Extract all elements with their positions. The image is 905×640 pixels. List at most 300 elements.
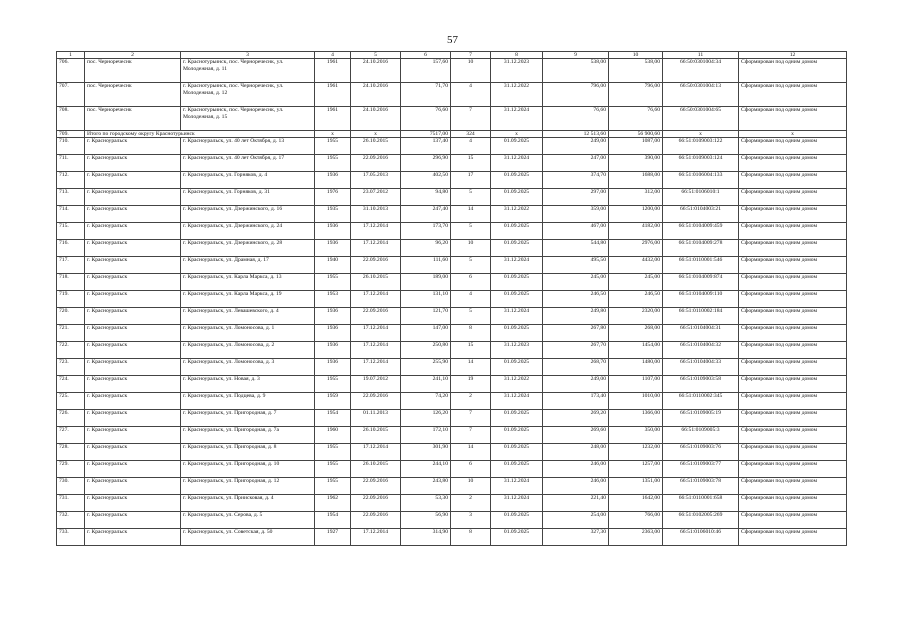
cell-row-number: 719. <box>57 291 85 308</box>
table-row <box>57 257 847 274</box>
cell-relocation-date: 31.12.2024 <box>491 155 543 172</box>
cell-survey-date: 22.09.2016 <box>351 155 401 172</box>
cell-row-number: 714. <box>57 206 85 223</box>
cell-relocation-date: 01.09.2025 <box>491 291 543 308</box>
cell-year-built: 1936 <box>315 223 351 240</box>
cell-year-built: 1976 <box>315 189 351 206</box>
cell-area-relocated: 467,00 <box>543 223 609 240</box>
cell-residents: 5 <box>451 189 491 206</box>
table-row <box>57 427 847 444</box>
cell-address: г. Красноуральск, ул. 40 лет Октября, д. 17 <box>181 155 315 172</box>
cell-year-built: 1955 <box>315 376 351 393</box>
cell-cadastral-number: 66:50:0301004:65 <box>663 107 739 131</box>
cell-area-total: 2976,00 <box>609 240 663 257</box>
cell-area: 314,90 <box>401 529 451 546</box>
cell-row-number: 720. <box>57 308 85 325</box>
cell-survey-date: 17.12.2014 <box>351 359 401 376</box>
cell-area-total: 4432,00 <box>609 257 663 274</box>
cell-survey-date: 17.05.2013 <box>351 172 401 189</box>
table-row <box>57 495 847 512</box>
cell-year-built: 1936 <box>315 240 351 257</box>
cell-area-relocated: 248,00 <box>543 444 609 461</box>
cell-residents: 14 <box>451 444 491 461</box>
cell-area-relocated: 269,60 <box>543 427 609 444</box>
cell-address: г. Красноуральск, ул. Пригородная, д. 10 <box>181 461 315 478</box>
cell-row-number: 727. <box>57 427 85 444</box>
cell-residents: 4 <box>451 138 491 155</box>
header-cell: 3 <box>181 52 315 59</box>
cell-area: 121,70 <box>401 308 451 325</box>
cell-land-status: Сформирован под одним домом <box>739 83 847 107</box>
cell-area-total: 390,00 <box>609 155 663 172</box>
cell-row-number: 722. <box>57 342 85 359</box>
cell-address: г. Красноуральск, ул. Драмная, д. 17 <box>181 257 315 274</box>
cell-row-number: 708. <box>57 107 85 131</box>
cell-relocation-date: 31.12.2024 <box>491 308 543 325</box>
cell-address: г. Красноуральск, ул. Левашевского, д. 4 <box>181 308 315 325</box>
cell-relocation-date: 31.12.2024 <box>491 495 543 512</box>
cell-row-number: 730. <box>57 478 85 495</box>
header-cell: 4 <box>315 52 351 59</box>
cell-survey-date: 26.10.2015 <box>351 274 401 291</box>
cell-settlement: Итого по городскому округу Краснотурьинск <box>85 131 315 138</box>
cell-residents: 324 <box>451 131 491 138</box>
cell-year-built: 1954 <box>315 410 351 427</box>
cell-survey-date: 22.09.2016 <box>351 478 401 495</box>
cell-area-relocated: 249,00 <box>543 376 609 393</box>
cell-settlement: г. Красноуральск <box>85 393 181 410</box>
cell-area: 126,20 <box>401 410 451 427</box>
cell-settlement: пос. Черноречеснк <box>85 59 181 83</box>
cell-relocation-date: 01.09.2025 <box>491 410 543 427</box>
cell-area-total: 56 900,60 <box>609 131 663 138</box>
cell-relocation-date: 31.12.2023 <box>491 342 543 359</box>
cell-year-built: 1955 <box>315 444 351 461</box>
cell-land-status: Сформирован под одним домом <box>739 427 847 444</box>
cell-cadastral-number: 66:51:0104009:459 <box>663 223 739 240</box>
cell-settlement: г. Красноуральск <box>85 478 181 495</box>
cell-land-status: Сформирован под одним домом <box>739 478 847 495</box>
cell-survey-date: 19.07.2012 <box>351 376 401 393</box>
cell-settlement: г. Красноуральск <box>85 223 181 240</box>
cell-area: 94,80 <box>401 189 451 206</box>
cell-row-number: 712. <box>57 172 85 189</box>
cell-area-total: 2320,00 <box>609 308 663 325</box>
cell-area-total: 4182,00 <box>609 223 663 240</box>
cell-cadastral-number: 66:51:0109003:78 <box>663 478 739 495</box>
cell-address: г. Красноуральск, ул. Ломоносова, д. 1 <box>181 325 315 342</box>
cell-row-number: 723. <box>57 359 85 376</box>
cell-year-built: 1955 <box>315 478 351 495</box>
cell-cadastral-number: 66:51:0109005:3 <box>663 427 739 444</box>
cell-area-total: 76,60 <box>609 107 663 131</box>
cell-land-status: Сформирован под одним домом <box>739 172 847 189</box>
cell-area-total: 1087,00 <box>609 138 663 155</box>
cell-area: 241,10 <box>401 376 451 393</box>
cell-survey-date: 22.09.2016 <box>351 393 401 410</box>
cell-area: 244,10 <box>401 461 451 478</box>
cell-residents: 15 <box>451 155 491 172</box>
cell-residents: 10 <box>451 59 491 83</box>
cell-row-number: 718. <box>57 274 85 291</box>
cell-relocation-date: 31.12.2023 <box>491 59 543 83</box>
cell-row-number: 732. <box>57 512 85 529</box>
cell-land-status: х <box>739 131 847 138</box>
cell-address: г. Краснотурьинск, пос. Черноречеснк, ул. Молодежная, д. 15 <box>181 107 315 131</box>
cell-address: г. Красноуральск, ул. Ломоносова, д. 2 <box>181 342 315 359</box>
header-cell: 9 <box>543 52 609 59</box>
table-header-row <box>57 52 847 59</box>
cell-settlement: г. Красноуральск <box>85 155 181 172</box>
cell-area-total: 245,00 <box>609 274 663 291</box>
cell-residents: 14 <box>451 206 491 223</box>
cell-row-number: 726. <box>57 410 85 427</box>
cell-residents: 3 <box>451 512 491 529</box>
table-row <box>57 410 847 427</box>
cell-area: 296,90 <box>401 155 451 172</box>
table-row <box>57 393 847 410</box>
cell-address: г. Красноуральск, ул. Дзержинского, д. 16 <box>181 206 315 223</box>
cell-address: г. Красноуральск, ул. Подцева, д. 9 <box>181 393 315 410</box>
table-row <box>57 59 847 83</box>
table-row <box>57 342 847 359</box>
cell-land-status: Сформирован под одним домом <box>739 461 847 478</box>
cell-row-number: 717. <box>57 257 85 274</box>
cell-area-relocated: 269,20 <box>543 410 609 427</box>
cell-land-status: Сформирован под одним домом <box>739 240 847 257</box>
cell-address: г. Красноуральск, ул. Карла Маркса, д. 13 <box>181 274 315 291</box>
cell-land-status: Сформирован под одним домом <box>739 223 847 240</box>
cell-relocation-date: 01.09.2025 <box>491 172 543 189</box>
table-row <box>57 308 847 325</box>
table-row <box>57 461 847 478</box>
cell-address: г. Красноуральск, ул. Пригородная, д. 12 <box>181 478 315 495</box>
cell-area: 74,20 <box>401 393 451 410</box>
cell-survey-date: 17.12.2014 <box>351 223 401 240</box>
cell-area: 137,40 <box>401 138 451 155</box>
cell-cadastral-number: 66:51:0104009:110 <box>663 291 739 308</box>
cell-year-built: 1961 <box>315 107 351 131</box>
cell-relocation-date: 31.12.2022 <box>491 206 543 223</box>
cell-area-total: 1351,00 <box>609 478 663 495</box>
cell-year-built: 1955 <box>315 138 351 155</box>
cell-land-status: Сформирован под одним домом <box>739 342 847 359</box>
cell-residents: 5 <box>451 223 491 240</box>
cell-residents: 5 <box>451 308 491 325</box>
cell-year-built: 1936 <box>315 359 351 376</box>
cell-land-status: Сформирован под одним домом <box>739 138 847 155</box>
cell-year-built: 1961 <box>315 59 351 83</box>
cell-survey-date: 24.10.2016 <box>351 59 401 83</box>
cell-survey-date: 22.09.2016 <box>351 308 401 325</box>
table-row <box>57 529 847 546</box>
cell-year-built: х <box>315 131 351 138</box>
cell-area-total: 246,50 <box>609 291 663 308</box>
cell-cadastral-number: 66:51:0106010:46 <box>663 529 739 546</box>
cell-residents: 10 <box>451 478 491 495</box>
cell-area: 243,80 <box>401 478 451 495</box>
cell-settlement: г. Красноуральск <box>85 512 181 529</box>
cell-year-built: 1960 <box>315 427 351 444</box>
cell-land-status: Сформирован под одним домом <box>739 206 847 223</box>
cell-cadastral-number: 66:51:0104003:21 <box>663 206 739 223</box>
cell-land-status: Сформирован под одним домом <box>739 495 847 512</box>
cell-relocation-date: 01.09.2025 <box>491 274 543 291</box>
cell-area: 96,20 <box>401 240 451 257</box>
cell-area-relocated: 254,00 <box>543 512 609 529</box>
cell-area-relocated: 267,80 <box>543 325 609 342</box>
cell-area-total: 1688,00 <box>609 172 663 189</box>
table-row <box>57 138 847 155</box>
cell-cadastral-number: 66:51:0110002:345 <box>663 393 739 410</box>
cell-address: г. Красноуральск, ул. Ломоносова, д. 3 <box>181 359 315 376</box>
cell-area-total: 1642,00 <box>609 495 663 512</box>
table-total-row <box>57 131 847 138</box>
cell-row-number: 728. <box>57 444 85 461</box>
table-row <box>57 107 847 131</box>
cell-settlement: г. Красноуральск <box>85 291 181 308</box>
cell-settlement: г. Красноуральск <box>85 138 181 155</box>
cell-residents: 2 <box>451 393 491 410</box>
cell-survey-date: 26.10.2015 <box>351 461 401 478</box>
cell-address: г. Красноуральск, ул. Горняков, д. 4 <box>181 172 315 189</box>
cell-area: 157,60 <box>401 59 451 83</box>
cell-row-number: 721. <box>57 325 85 342</box>
cell-land-status: Сформирован под одним домом <box>739 512 847 529</box>
cell-area-total: 1107,00 <box>609 376 663 393</box>
cell-area-total: 1010,00 <box>609 393 663 410</box>
cell-residents: 15 <box>451 342 491 359</box>
table-row <box>57 155 847 172</box>
cell-year-built: 1953 <box>315 291 351 308</box>
cell-survey-date: 17.12.2014 <box>351 240 401 257</box>
cell-land-status: Сформирован под одним домом <box>739 393 847 410</box>
cell-year-built: 1959 <box>315 393 351 410</box>
cell-address: г. Красноуральск, ул. Приисковая, д. 4 <box>181 495 315 512</box>
cell-area: 255,90 <box>401 359 451 376</box>
cell-relocation-date: х <box>491 131 543 138</box>
cell-residents: 2 <box>451 495 491 512</box>
cell-relocation-date: 01.09.2025 <box>491 223 543 240</box>
header-cell: 11 <box>663 52 739 59</box>
cell-survey-date: 22.09.2016 <box>351 512 401 529</box>
cell-relocation-date: 01.09.2025 <box>491 325 543 342</box>
cell-area: 111,60 <box>401 257 451 274</box>
cell-land-status: Сформирован под одним домом <box>739 107 847 131</box>
cell-area-relocated: 267,70 <box>543 342 609 359</box>
cell-survey-date: 22.09.2016 <box>351 495 401 512</box>
cell-area-total: 1480,00 <box>609 359 663 376</box>
cell-row-number: 707. <box>57 83 85 107</box>
cell-relocation-date: 01.09.2025 <box>491 427 543 444</box>
cell-settlement: г. Красноуральск <box>85 206 181 223</box>
cell-survey-date: 24.10.2016 <box>351 83 401 107</box>
cell-row-number: 729. <box>57 461 85 478</box>
table-row <box>57 274 847 291</box>
cell-cadastral-number: 66:51:0104009:278 <box>663 240 739 257</box>
cell-residents: 14 <box>451 359 491 376</box>
cell-area: 76,60 <box>401 107 451 131</box>
cell-area: 402,50 <box>401 172 451 189</box>
cell-land-status: Сформирован под одним домом <box>739 359 847 376</box>
table-row <box>57 291 847 308</box>
cell-relocation-date: 01.09.2025 <box>491 189 543 206</box>
header-cell: 6 <box>401 52 451 59</box>
cell-survey-date: 22.09.2016 <box>351 257 401 274</box>
cell-area: 301,90 <box>401 444 451 461</box>
cell-area-total: 2363,00 <box>609 529 663 546</box>
cell-settlement: г. Красноуральск <box>85 308 181 325</box>
cell-year-built: 1961 <box>315 83 351 107</box>
cell-address: г. Красноуральск, ул. Горняков, д. 31 <box>181 189 315 206</box>
cell-area-total: 350,00 <box>609 427 663 444</box>
cell-address: г. Красноуральск, ул. Пригородная, д. 7а <box>181 427 315 444</box>
table-row <box>57 359 847 376</box>
cell-row-number: 715. <box>57 223 85 240</box>
cell-area-total: 1257,00 <box>609 461 663 478</box>
cell-land-status: Сформирован под одним домом <box>739 410 847 427</box>
cell-settlement: г. Красноуральск <box>85 427 181 444</box>
cell-relocation-date: 01.09.2025 <box>491 240 543 257</box>
cell-residents: 5 <box>451 257 491 274</box>
cell-area-relocated: 246,00 <box>543 461 609 478</box>
cell-residents: 8 <box>451 529 491 546</box>
cell-survey-date: 01.11.2013 <box>351 410 401 427</box>
cell-land-status: Сформирован под одним домом <box>739 376 847 393</box>
cell-area: 250,80 <box>401 342 451 359</box>
cell-land-status: Сформирован под одним домом <box>739 59 847 83</box>
cell-land-status: Сформирован под одним домом <box>739 155 847 172</box>
cell-address: г. Красноуральск, ул. Карла Маркса, д. 19 <box>181 291 315 308</box>
cell-residents: 8 <box>451 325 491 342</box>
cell-area-total: 1232,00 <box>609 444 663 461</box>
cell-row-number: 724. <box>57 376 85 393</box>
cell-address: г. Красноуральск, ул. Пригородная, д. 8 <box>181 444 315 461</box>
cell-address: г. Красноуральск, ул. Пригородная, д. 7 <box>181 410 315 427</box>
header-cell: 1 <box>57 52 85 59</box>
cell-row-number: 706. <box>57 59 85 83</box>
cell-cadastral-number: 66:51:0109003:76 <box>663 444 739 461</box>
cell-land-status: Сформирован под одним домом <box>739 291 847 308</box>
cell-cadastral-number: 66:51:0104004:32 <box>663 342 739 359</box>
cell-relocation-date: 01.09.2025 <box>491 461 543 478</box>
table-row <box>57 206 847 223</box>
cell-settlement: г. Красноуральск <box>85 257 181 274</box>
table-row <box>57 172 847 189</box>
cell-settlement: г. Красноуральск <box>85 359 181 376</box>
cell-area-relocated: 374,70 <box>543 172 609 189</box>
table-row <box>57 189 847 206</box>
cell-land-status: Сформирован под одним домом <box>739 274 847 291</box>
cell-row-number: 709. <box>57 131 85 138</box>
cell-area: 7517,00 <box>401 131 451 138</box>
cell-survey-date: 24.10.2016 <box>351 107 401 131</box>
cell-area-relocated: 359,00 <box>543 206 609 223</box>
cell-area: 172,10 <box>401 427 451 444</box>
cell-address: г. Красноуральск, ул. Новая, д. 3 <box>181 376 315 393</box>
cell-cadastral-number: х <box>663 131 739 138</box>
cell-year-built: 1955 <box>315 461 351 478</box>
cell-area-relocated: 249,80 <box>543 308 609 325</box>
cell-cadastral-number: 66:51:0109003:58 <box>663 376 739 393</box>
cell-settlement: г. Красноуральск <box>85 444 181 461</box>
table-row <box>57 478 847 495</box>
cell-survey-date: 17.12.2014 <box>351 325 401 342</box>
cell-residents: 19 <box>451 376 491 393</box>
cell-area-relocated: 173,40 <box>543 393 609 410</box>
cell-area-relocated: 246,00 <box>543 478 609 495</box>
cell-address: г. Красноуральск, ул. Дзержинского, д. 24 <box>181 223 315 240</box>
header-cell: 5 <box>351 52 401 59</box>
cell-survey-date: 17.12.2014 <box>351 529 401 546</box>
cell-settlement: г. Красноуральск <box>85 495 181 512</box>
cell-residents: 6 <box>451 274 491 291</box>
cell-settlement: г. Красноуральск <box>85 172 181 189</box>
cell-row-number: 711. <box>57 155 85 172</box>
table-row <box>57 512 847 529</box>
cell-year-built: 1936 <box>315 325 351 342</box>
cell-survey-date: 26.10.2015 <box>351 427 401 444</box>
cell-relocation-date: 01.09.2025 <box>491 529 543 546</box>
table-row <box>57 240 847 257</box>
cell-cadastral-number: 66:51:0110002:184 <box>663 308 739 325</box>
cell-year-built: 1936 <box>315 342 351 359</box>
cell-area-relocated: 327,30 <box>543 529 609 546</box>
cell-year-built: 1927 <box>315 529 351 546</box>
cell-survey-date: х <box>351 131 401 138</box>
header-cell: 7 <box>451 52 491 59</box>
cell-area-total: 538,00 <box>609 59 663 83</box>
cell-area-relocated: 297,00 <box>543 189 609 206</box>
cell-row-number: 725. <box>57 393 85 410</box>
cell-row-number: 713. <box>57 189 85 206</box>
cell-relocation-date: 31.12.2022 <box>491 83 543 107</box>
cell-year-built: 1955 <box>315 155 351 172</box>
cell-area-relocated: 538,00 <box>543 59 609 83</box>
cell-cadastral-number: 66:50:0301004:34 <box>663 59 739 83</box>
cell-area: 247,40 <box>401 206 451 223</box>
table-row <box>57 223 847 240</box>
cell-cadastral-number: 66:51:0104004:33 <box>663 359 739 376</box>
cell-settlement: г. Красноуральск <box>85 189 181 206</box>
cell-cadastral-number: 66:51:0109003:124 <box>663 155 739 172</box>
cell-land-status: Сформирован под одним домом <box>739 325 847 342</box>
cell-relocation-date: 31.12.2024 <box>491 257 543 274</box>
cell-area-relocated: 544,80 <box>543 240 609 257</box>
cell-area: 131,10 <box>401 291 451 308</box>
table-row <box>57 444 847 461</box>
cell-residents: 4 <box>451 83 491 107</box>
cell-year-built: 1940 <box>315 257 351 274</box>
cell-survey-date: 23.07.2012 <box>351 189 401 206</box>
cell-area-total: 766,00 <box>609 512 663 529</box>
cell-area: 147,00 <box>401 325 451 342</box>
cell-year-built: 1936 <box>315 172 351 189</box>
cell-area-relocated: 245,00 <box>543 274 609 291</box>
cell-cadastral-number: 66:51:0104004:31 <box>663 325 739 342</box>
cell-area: 189,00 <box>401 274 451 291</box>
cell-area: 71,70 <box>401 83 451 107</box>
cell-area-total: 312,00 <box>609 189 663 206</box>
cell-area-relocated: 12 513,60 <box>543 131 609 138</box>
cell-residents: 4 <box>451 291 491 308</box>
cell-area-total: 796,00 <box>609 83 663 107</box>
cell-area-relocated: 221,40 <box>543 495 609 512</box>
cell-area-total: 1454,00 <box>609 342 663 359</box>
cell-settlement: пос. Черноречеснк <box>85 107 181 131</box>
cell-land-status: Сформирован под одним домом <box>739 444 847 461</box>
cell-row-number: 733. <box>57 529 85 546</box>
